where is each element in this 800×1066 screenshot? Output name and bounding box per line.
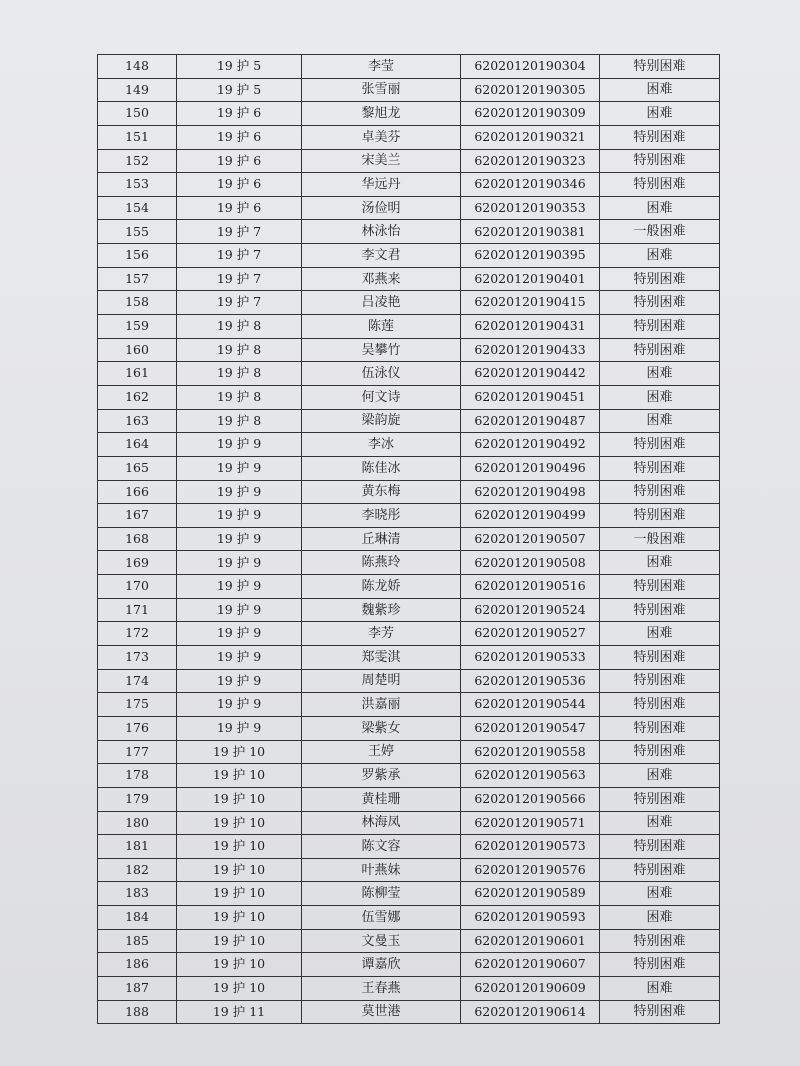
table-row xyxy=(98,267,720,291)
difficulty-level-cell: 困难 xyxy=(600,811,720,835)
student-id-cell: 62020120190544 xyxy=(461,693,600,717)
class-cell: 19 护 9 xyxy=(177,480,302,504)
table-row xyxy=(98,787,720,811)
table-row xyxy=(98,929,720,953)
row-number-cell: 176 xyxy=(98,716,177,740)
table-row xyxy=(98,976,720,1000)
table-row xyxy=(98,55,720,79)
class-cell: 19 护 9 xyxy=(177,551,302,575)
table-row xyxy=(98,740,720,764)
row-number-cell: 166 xyxy=(98,480,177,504)
student-name-cell: 陈龙娇 xyxy=(302,575,461,599)
student-id-cell: 62020120190536 xyxy=(461,669,600,693)
table-row xyxy=(98,102,720,126)
table-row xyxy=(98,693,720,717)
class-cell: 19 护 6 xyxy=(177,102,302,126)
difficulty-level-cell: 特别困难 xyxy=(600,646,720,670)
table-body xyxy=(98,55,720,1024)
difficulty-level-cell: 特别困难 xyxy=(600,291,720,315)
student-name-cell: 吴攀竹 xyxy=(302,338,461,362)
table-row xyxy=(98,409,720,433)
student-id-cell: 62020120190433 xyxy=(461,338,600,362)
table-row xyxy=(98,125,720,149)
table-row xyxy=(98,244,720,268)
student-name-cell: 周楚明 xyxy=(302,669,461,693)
table-row xyxy=(98,385,720,409)
student-id-cell: 62020120190431 xyxy=(461,315,600,339)
class-cell: 19 护 9 xyxy=(177,693,302,717)
student-id-cell: 62020120190323 xyxy=(461,149,600,173)
row-number-cell: 159 xyxy=(98,315,177,339)
difficulty-level-cell: 特别困难 xyxy=(600,669,720,693)
difficulty-level-cell: 特别困难 xyxy=(600,953,720,977)
student-id-cell: 62020120190496 xyxy=(461,456,600,480)
class-cell: 19 护 10 xyxy=(177,906,302,930)
student-name-cell: 莫世港 xyxy=(302,1000,461,1024)
class-cell: 19 护 6 xyxy=(177,149,302,173)
row-number-cell: 148 xyxy=(98,55,177,79)
table-row xyxy=(98,433,720,457)
student-name-cell: 李文君 xyxy=(302,244,461,268)
student-name-cell: 梁韵旋 xyxy=(302,409,461,433)
student-name-cell: 叶燕妹 xyxy=(302,858,461,882)
class-cell: 19 护 11 xyxy=(177,1000,302,1024)
class-cell: 19 护 7 xyxy=(177,220,302,244)
difficulty-level-cell: 困难 xyxy=(600,196,720,220)
table-row xyxy=(98,669,720,693)
class-cell: 19 护 10 xyxy=(177,764,302,788)
class-cell: 19 护 9 xyxy=(177,598,302,622)
table-row xyxy=(98,149,720,173)
student-id-cell: 62020120190566 xyxy=(461,787,600,811)
row-number-cell: 156 xyxy=(98,244,177,268)
student-id-cell: 62020120190498 xyxy=(461,480,600,504)
student-id-cell: 62020120190593 xyxy=(461,906,600,930)
class-cell: 19 护 9 xyxy=(177,622,302,646)
student-name-cell: 丘琳清 xyxy=(302,527,461,551)
difficulty-level-cell: 特别困难 xyxy=(600,835,720,859)
student-id-cell: 62020120190609 xyxy=(461,976,600,1000)
student-name-cell: 郑雯淇 xyxy=(302,646,461,670)
difficulty-level-cell: 困难 xyxy=(600,622,720,646)
difficulty-level-cell: 特别困难 xyxy=(600,716,720,740)
student-id-cell: 62020120190507 xyxy=(461,527,600,551)
table-row xyxy=(98,811,720,835)
student-name-cell: 吕凌艳 xyxy=(302,291,461,315)
student-name-cell: 陈柳莹 xyxy=(302,882,461,906)
student-name-cell: 李莹 xyxy=(302,55,461,79)
class-cell: 19 护 9 xyxy=(177,575,302,599)
class-cell: 19 护 10 xyxy=(177,811,302,835)
row-number-cell: 155 xyxy=(98,220,177,244)
row-number-cell: 179 xyxy=(98,787,177,811)
difficulty-level-cell: 困难 xyxy=(600,409,720,433)
class-cell: 19 护 9 xyxy=(177,433,302,457)
row-number-cell: 168 xyxy=(98,527,177,551)
student-name-cell: 伍泳仪 xyxy=(302,362,461,386)
student-name-cell: 文曼玉 xyxy=(302,929,461,953)
row-number-cell: 163 xyxy=(98,409,177,433)
difficulty-level-cell: 特别困难 xyxy=(600,480,720,504)
student-name-cell: 王春燕 xyxy=(302,976,461,1000)
row-number-cell: 167 xyxy=(98,504,177,528)
table-row xyxy=(98,291,720,315)
row-number-cell: 161 xyxy=(98,362,177,386)
row-number-cell: 158 xyxy=(98,291,177,315)
difficulty-level-cell: 困难 xyxy=(600,976,720,1000)
student-id-cell: 62020120190533 xyxy=(461,646,600,670)
student-name-cell: 李冰 xyxy=(302,433,461,457)
student-id-cell: 62020120190442 xyxy=(461,362,600,386)
table-row xyxy=(98,716,720,740)
class-cell: 19 护 5 xyxy=(177,55,302,79)
student-id-cell: 62020120190527 xyxy=(461,622,600,646)
student-id-cell: 62020120190607 xyxy=(461,953,600,977)
class-cell: 19 护 10 xyxy=(177,740,302,764)
student-name-cell: 张雪丽 xyxy=(302,78,461,102)
student-name-cell: 王婷 xyxy=(302,740,461,764)
difficulty-level-cell: 一般困难 xyxy=(600,527,720,551)
difficulty-level-cell: 特别困难 xyxy=(600,740,720,764)
row-number-cell: 160 xyxy=(98,338,177,362)
class-cell: 19 护 8 xyxy=(177,362,302,386)
student-id-cell: 62020120190499 xyxy=(461,504,600,528)
difficulty-level-cell: 特别困难 xyxy=(600,267,720,291)
table-row xyxy=(98,551,720,575)
student-id-cell: 62020120190304 xyxy=(461,55,600,79)
class-cell: 19 护 8 xyxy=(177,385,302,409)
row-number-cell: 154 xyxy=(98,196,177,220)
difficulty-level-cell: 困难 xyxy=(600,551,720,575)
difficulty-level-cell: 困难 xyxy=(600,385,720,409)
difficulty-level-cell: 特别困难 xyxy=(600,693,720,717)
table-row xyxy=(98,906,720,930)
table-row xyxy=(98,220,720,244)
student-id-cell: 62020120190508 xyxy=(461,551,600,575)
row-number-cell: 185 xyxy=(98,929,177,953)
student-name-cell: 陈燕玲 xyxy=(302,551,461,575)
table-row xyxy=(98,953,720,977)
student-name-cell: 梁紫女 xyxy=(302,716,461,740)
student-id-cell: 62020120190492 xyxy=(461,433,600,457)
class-cell: 19 护 10 xyxy=(177,953,302,977)
difficulty-level-cell: 困难 xyxy=(600,78,720,102)
student-name-cell: 李晓彤 xyxy=(302,504,461,528)
table-row xyxy=(98,480,720,504)
student-id-cell: 62020120190381 xyxy=(461,220,600,244)
class-cell: 19 护 7 xyxy=(177,267,302,291)
student-name-cell: 魏紫珍 xyxy=(302,598,461,622)
student-id-cell: 62020120190558 xyxy=(461,740,600,764)
difficulty-level-cell: 困难 xyxy=(600,102,720,126)
class-cell: 19 护 8 xyxy=(177,338,302,362)
student-name-cell: 陈莲 xyxy=(302,315,461,339)
student-name-cell: 汤俭明 xyxy=(302,196,461,220)
difficulty-level-cell: 特别困难 xyxy=(600,575,720,599)
table-row xyxy=(98,196,720,220)
difficulty-level-cell: 困难 xyxy=(600,906,720,930)
difficulty-level-cell: 特别困难 xyxy=(600,598,720,622)
table-row xyxy=(98,575,720,599)
class-cell: 19 护 8 xyxy=(177,409,302,433)
class-cell: 19 护 10 xyxy=(177,929,302,953)
row-number-cell: 149 xyxy=(98,78,177,102)
student-name-cell: 陈佳冰 xyxy=(302,456,461,480)
difficulty-level-cell: 特别困难 xyxy=(600,433,720,457)
student-name-cell: 罗紫承 xyxy=(302,764,461,788)
row-number-cell: 152 xyxy=(98,149,177,173)
student-name-cell: 陈文容 xyxy=(302,835,461,859)
difficulty-level-cell: 特别困难 xyxy=(600,125,720,149)
row-number-cell: 169 xyxy=(98,551,177,575)
row-number-cell: 157 xyxy=(98,267,177,291)
row-number-cell: 177 xyxy=(98,740,177,764)
student-name-cell: 林泳怡 xyxy=(302,220,461,244)
student-id-cell: 62020120190305 xyxy=(461,78,600,102)
student-id-cell: 62020120190451 xyxy=(461,385,600,409)
difficulty-level-cell: 特别困难 xyxy=(600,787,720,811)
student-name-cell: 卓美芬 xyxy=(302,125,461,149)
student-name-cell: 黎旭龙 xyxy=(302,102,461,126)
row-number-cell: 178 xyxy=(98,764,177,788)
row-number-cell: 170 xyxy=(98,575,177,599)
difficulty-level-cell: 特别困难 xyxy=(600,315,720,339)
row-number-cell: 184 xyxy=(98,906,177,930)
class-cell: 19 护 8 xyxy=(177,315,302,339)
student-name-cell: 黄东梅 xyxy=(302,480,461,504)
student-aid-table xyxy=(97,54,720,1024)
table-row xyxy=(98,646,720,670)
row-number-cell: 173 xyxy=(98,646,177,670)
row-number-cell: 175 xyxy=(98,693,177,717)
class-cell: 19 护 10 xyxy=(177,787,302,811)
row-number-cell: 188 xyxy=(98,1000,177,1024)
difficulty-level-cell: 特别困难 xyxy=(600,504,720,528)
table-row xyxy=(98,764,720,788)
table-row xyxy=(98,338,720,362)
table-row xyxy=(98,504,720,528)
row-number-cell: 183 xyxy=(98,882,177,906)
student-id-cell: 62020120190573 xyxy=(461,835,600,859)
difficulty-level-cell: 一般困难 xyxy=(600,220,720,244)
table-row xyxy=(98,882,720,906)
row-number-cell: 182 xyxy=(98,858,177,882)
class-cell: 19 护 10 xyxy=(177,882,302,906)
row-number-cell: 164 xyxy=(98,433,177,457)
student-id-cell: 62020120190415 xyxy=(461,291,600,315)
row-number-cell: 180 xyxy=(98,811,177,835)
table-row xyxy=(98,362,720,386)
class-cell: 19 护 9 xyxy=(177,504,302,528)
table-row xyxy=(98,456,720,480)
student-name-cell: 伍雪娜 xyxy=(302,906,461,930)
difficulty-level-cell: 特别困难 xyxy=(600,55,720,79)
student-name-cell: 谭嘉欣 xyxy=(302,953,461,977)
class-cell: 19 护 10 xyxy=(177,835,302,859)
difficulty-level-cell: 特别困难 xyxy=(600,173,720,197)
table-row xyxy=(98,835,720,859)
class-cell: 19 护 5 xyxy=(177,78,302,102)
class-cell: 19 护 9 xyxy=(177,456,302,480)
difficulty-level-cell: 特别困难 xyxy=(600,1000,720,1024)
class-cell: 19 护 10 xyxy=(177,858,302,882)
student-id-cell: 62020120190309 xyxy=(461,102,600,126)
student-id-cell: 62020120190614 xyxy=(461,1000,600,1024)
difficulty-level-cell: 困难 xyxy=(600,764,720,788)
class-cell: 19 护 7 xyxy=(177,244,302,268)
student-id-cell: 62020120190321 xyxy=(461,125,600,149)
table-row xyxy=(98,622,720,646)
class-cell: 19 护 9 xyxy=(177,669,302,693)
class-cell: 19 护 9 xyxy=(177,646,302,670)
student-id-cell: 62020120190346 xyxy=(461,173,600,197)
table-row xyxy=(98,527,720,551)
difficulty-level-cell: 特别困难 xyxy=(600,149,720,173)
student-id-cell: 62020120190353 xyxy=(461,196,600,220)
row-number-cell: 165 xyxy=(98,456,177,480)
difficulty-level-cell: 困难 xyxy=(600,362,720,386)
student-name-cell: 黄桂珊 xyxy=(302,787,461,811)
table-row xyxy=(98,598,720,622)
student-id-cell: 62020120190524 xyxy=(461,598,600,622)
table-row xyxy=(98,315,720,339)
student-id-cell: 62020120190516 xyxy=(461,575,600,599)
student-name-cell: 林海凤 xyxy=(302,811,461,835)
difficulty-level-cell: 特别困难 xyxy=(600,929,720,953)
table-row xyxy=(98,1000,720,1024)
row-number-cell: 151 xyxy=(98,125,177,149)
student-id-cell: 62020120190576 xyxy=(461,858,600,882)
row-number-cell: 150 xyxy=(98,102,177,126)
student-id-cell: 62020120190571 xyxy=(461,811,600,835)
student-id-cell: 62020120190401 xyxy=(461,267,600,291)
row-number-cell: 153 xyxy=(98,173,177,197)
student-name-cell: 何文诗 xyxy=(302,385,461,409)
difficulty-level-cell: 特别困难 xyxy=(600,858,720,882)
student-id-cell: 62020120190547 xyxy=(461,716,600,740)
difficulty-level-cell: 特别困难 xyxy=(600,456,720,480)
class-cell: 19 护 9 xyxy=(177,527,302,551)
student-name-cell: 华远丹 xyxy=(302,173,461,197)
student-id-cell: 62020120190487 xyxy=(461,409,600,433)
class-cell: 19 护 9 xyxy=(177,716,302,740)
row-number-cell: 171 xyxy=(98,598,177,622)
row-number-cell: 186 xyxy=(98,953,177,977)
class-cell: 19 护 10 xyxy=(177,976,302,1000)
student-id-cell: 62020120190601 xyxy=(461,929,600,953)
student-name-cell: 李芳 xyxy=(302,622,461,646)
student-name-cell: 宋美兰 xyxy=(302,149,461,173)
class-cell: 19 护 6 xyxy=(177,173,302,197)
student-name-cell: 洪嘉丽 xyxy=(302,693,461,717)
difficulty-level-cell: 特别困难 xyxy=(600,338,720,362)
table-row xyxy=(98,858,720,882)
student-id-cell: 62020120190589 xyxy=(461,882,600,906)
row-number-cell: 174 xyxy=(98,669,177,693)
row-number-cell: 172 xyxy=(98,622,177,646)
difficulty-level-cell: 困难 xyxy=(600,244,720,268)
row-number-cell: 162 xyxy=(98,385,177,409)
table-row xyxy=(98,78,720,102)
difficulty-level-cell: 困难 xyxy=(600,882,720,906)
student-id-cell: 62020120190563 xyxy=(461,764,600,788)
class-cell: 19 护 6 xyxy=(177,125,302,149)
table-row xyxy=(98,173,720,197)
student-name-cell: 邓燕来 xyxy=(302,267,461,291)
class-cell: 19 护 7 xyxy=(177,291,302,315)
row-number-cell: 187 xyxy=(98,976,177,1000)
student-id-cell: 62020120190395 xyxy=(461,244,600,268)
row-number-cell: 181 xyxy=(98,835,177,859)
class-cell: 19 护 6 xyxy=(177,196,302,220)
